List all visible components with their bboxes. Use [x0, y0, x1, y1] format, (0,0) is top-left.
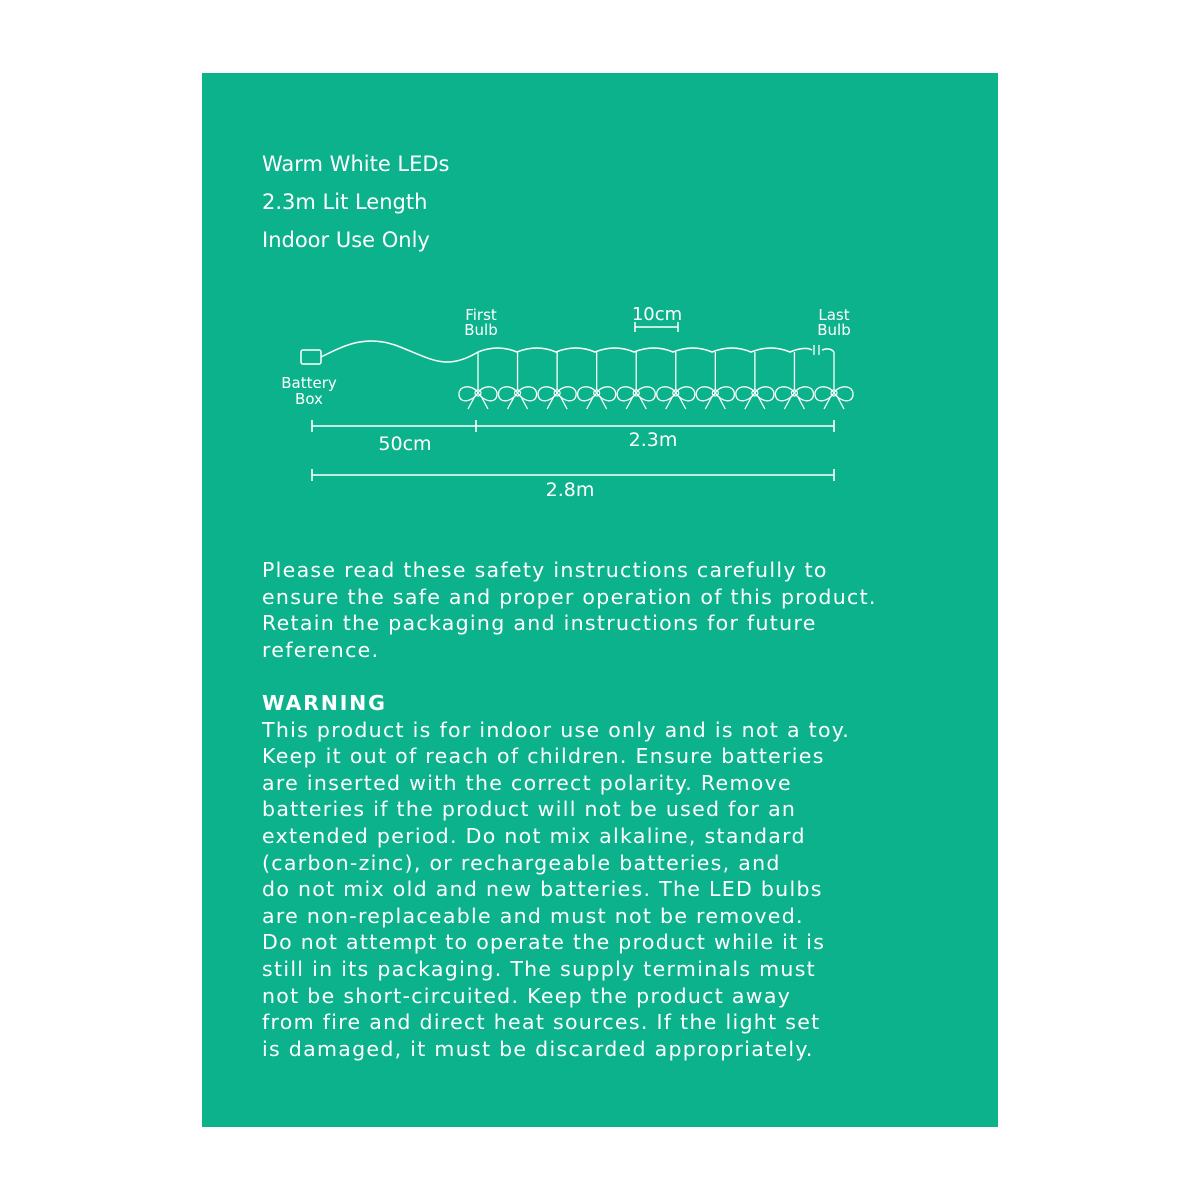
last-bulb-label-2: Bulb: [817, 321, 851, 339]
battery-box-label-2: Box: [295, 390, 323, 408]
intro-line: ensure the safe and proper operation of this product.: [262, 584, 877, 609]
bow-bulbs: [459, 387, 853, 409]
warning-line: extended period. Do not mix alkaline, standard: [262, 823, 806, 848]
intro-line: Retain the packaging and instructions for future: [262, 611, 817, 636]
dimension-line-lead: [312, 420, 476, 432]
bulb-drops: [478, 352, 834, 390]
break-mark-icon: [814, 345, 819, 355]
first-bulb-label: First: [465, 306, 497, 324]
warning-line: do not mix old and new batteries. The LED bulbs: [262, 877, 823, 902]
bow-bulb-icon: [459, 387, 497, 409]
warning-line: Do not attempt to operate the product while it is: [262, 930, 826, 955]
bow-bulb-icon: [657, 387, 695, 409]
warning-line: This product is for indoor use only and is not a toy.: [262, 717, 851, 742]
intro-line: reference.: [262, 637, 380, 662]
bow-bulb-icon: [499, 387, 537, 409]
intro-line: Please read these safety instructions carefully to: [262, 558, 828, 582]
battery-box-label: Battery: [281, 374, 337, 392]
lead-wire: [321, 341, 478, 362]
warning-line: are inserted with the correct polarity. Remove: [262, 770, 792, 795]
warning-line: not be short-circuited. Keep the product away: [262, 983, 792, 1008]
warning-line: are non-replaceable and must not be removed.: [262, 903, 804, 928]
warning-line: is damaged, it must be discarded appropriately.: [262, 1036, 814, 1061]
spacing-label: 10cm: [631, 304, 683, 325]
lead-length-label: 50cm: [378, 433, 432, 455]
warning-line: still in its packaging. The supply terminals must: [262, 956, 817, 981]
warning-line: batteries if the product will not be used for an: [262, 797, 797, 822]
bow-bulb-icon: [815, 387, 853, 409]
spec-color: Warm White LEDs: [262, 152, 450, 176]
bow-bulb-icon: [538, 387, 576, 409]
total-length-label: 2.8m: [545, 479, 595, 501]
bow-bulb-icon: [617, 387, 655, 409]
last-bulb-label: Last: [818, 306, 850, 324]
spec-usage: Indoor Use Only: [262, 228, 430, 252]
bow-bulb-icon: [775, 387, 813, 409]
first-bulb-label-2: Bulb: [464, 321, 498, 339]
warning-line: Keep it out of reach of children. Ensure batteries: [262, 744, 825, 769]
bow-bulb-icon: [736, 387, 774, 409]
warning-line: (carbon-zinc), or rechargeable batteries, and: [262, 850, 781, 875]
warning-line: from fire and direct heat sources. If the light set: [262, 1010, 821, 1035]
bow-bulb-icon: [696, 387, 734, 409]
lit-length-label: 2.3m: [628, 429, 678, 451]
spec-lit-length: 2.3m Lit Length: [262, 190, 428, 214]
bow-bulb-icon: [578, 387, 616, 409]
warning-heading: WARNING: [262, 691, 387, 715]
battery-box-icon: [301, 350, 321, 364]
lit-wire: [478, 348, 812, 352]
warning-section: [262, 690, 850, 1062]
intro-paragraph: [262, 557, 877, 663]
